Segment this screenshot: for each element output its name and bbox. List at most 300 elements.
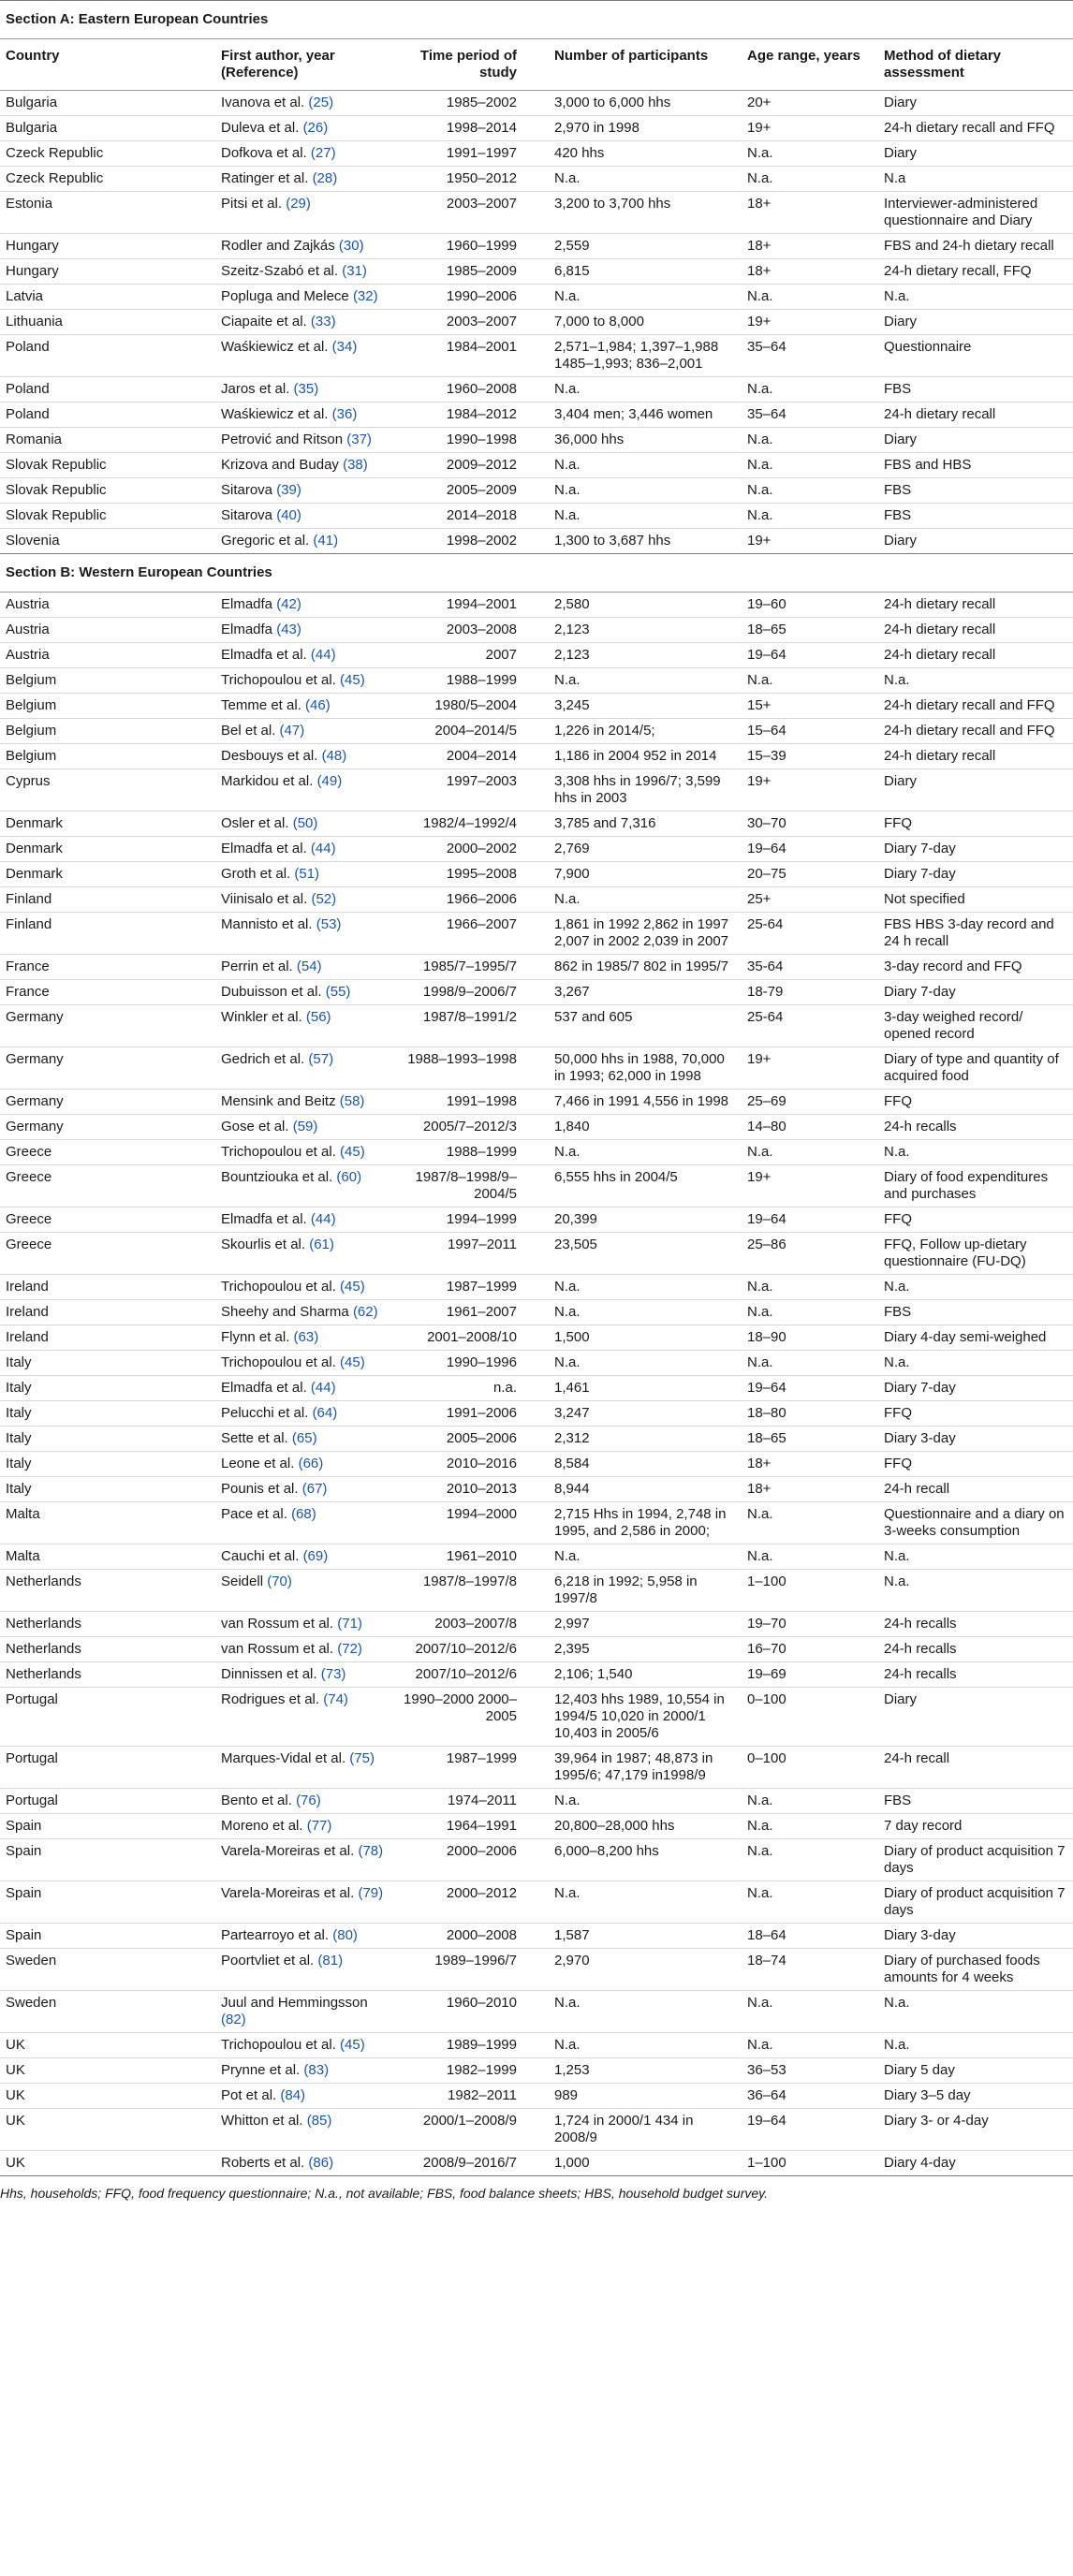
cell-participants: 36,000 hhs (549, 428, 742, 453)
reference-link[interactable]: (36) (331, 406, 358, 422)
cell-method: 7 day record (878, 1814, 1073, 1839)
cell-author (215, 1544, 391, 1570)
cell-age: 19–70 (742, 1612, 878, 1637)
cell-method: N.a. (878, 285, 1073, 310)
cell-age: 15+ (742, 694, 878, 719)
cell-country: Finland (0, 887, 215, 913)
cell-method: Diary 4-day semi-weighed (878, 1325, 1073, 1351)
cell-period: 1985/7–1995/7 (391, 955, 549, 980)
author-name: Temme et al. (221, 697, 301, 713)
cell-country: Cyprus (0, 769, 215, 812)
table-row (0, 116, 1073, 141)
cell-author (215, 1881, 391, 1924)
cell-method: Diary 3-day (878, 1427, 1073, 1452)
reference-link[interactable]: (56) (305, 1009, 331, 1025)
cell-method: N.a (878, 167, 1073, 192)
cell-method: Diary of product acquisition 7 days (878, 1839, 1073, 1881)
cell-period: 1989–1999 (391, 2033, 549, 2058)
cell-participants: 420 hhs (549, 141, 742, 167)
reference-link[interactable]: (71) (337, 1616, 362, 1632)
cell-author (215, 1401, 391, 1427)
author-name: Pace et al. (221, 1506, 287, 1522)
reference-link[interactable]: (44) (310, 647, 336, 663)
cell-period: 2000–2006 (391, 1839, 549, 1881)
author-name: Bountziouka et al. (221, 1169, 333, 1185)
author-name: Ciapaite et al. (221, 314, 307, 329)
table-row (0, 769, 1073, 812)
cell-author (215, 837, 391, 862)
table-row (0, 1452, 1073, 1477)
reference-link[interactable]: (26) (302, 120, 329, 136)
reference-link[interactable]: (70) (267, 1573, 292, 1589)
cell-author (215, 719, 391, 744)
cell-author (215, 862, 391, 887)
cell-method: 24-h dietary recall and FFQ (878, 116, 1073, 141)
cell-author (215, 478, 391, 504)
reference-link[interactable]: (49) (316, 773, 343, 789)
cell-age: 19–64 (742, 643, 878, 668)
table-row (0, 285, 1073, 310)
reference-link[interactable]: (76) (296, 1793, 321, 1808)
cell-method: 24-h recalls (878, 1612, 1073, 1637)
reference-link[interactable]: (82) (221, 2012, 246, 2027)
reference-link[interactable]: (44) (310, 841, 336, 856)
reference-link[interactable]: (51) (294, 866, 320, 882)
col-header-country: Country (0, 39, 215, 91)
reference-link[interactable]: (42) (276, 596, 301, 612)
cell-participants: 2,997 (549, 1612, 742, 1637)
cell-author (215, 1747, 391, 1789)
cell-participants: 2,970 (549, 1949, 742, 1991)
reference-link[interactable]: (73) (320, 1666, 346, 1682)
cell-author (215, 234, 391, 259)
cell-author (215, 259, 391, 285)
cell-age: N.a. (742, 2033, 878, 2058)
reference-link[interactable]: (66) (298, 1456, 324, 1471)
cell-method: Diary (878, 428, 1073, 453)
author-name: Elmadfa (221, 596, 273, 612)
cell-period: 2001–2008/10 (391, 1325, 549, 1351)
reference-link[interactable]: (75) (349, 1750, 375, 1766)
reference-link[interactable]: (65) (291, 1430, 317, 1446)
cell-period: 1984–2012 (391, 402, 549, 428)
cell-method: Diary (878, 141, 1073, 167)
table-row (0, 1325, 1073, 1351)
reference-link[interactable]: (44) (310, 1380, 336, 1396)
cell-age: N.a. (742, 1839, 878, 1881)
cell-method: 24-h dietary recall and FFQ (878, 694, 1073, 719)
table-row (0, 862, 1073, 887)
cell-participants: 1,500 (549, 1325, 742, 1351)
table-row (0, 837, 1073, 862)
author-name: Sitarova (221, 482, 273, 498)
cell-author (215, 192, 391, 234)
cell-method: 3-day weighed record/ opened record (878, 1005, 1073, 1047)
cell-period: 1950–2012 (391, 167, 549, 192)
cell-country: France (0, 980, 215, 1005)
table-row (0, 377, 1073, 402)
cell-method: FBS HBS 3-day record and 24 h recall (878, 913, 1073, 955)
reference-link[interactable]: (80) (332, 1927, 358, 1943)
cell-age: N.a. (742, 1544, 878, 1570)
cell-country: UK (0, 2033, 215, 2058)
cell-author (215, 593, 391, 618)
table-row (0, 91, 1073, 116)
cell-country: Slovak Republic (0, 453, 215, 478)
reference-link[interactable]: (50) (292, 815, 318, 831)
cell-age: 19–64 (742, 837, 878, 862)
author-name: Elmadfa et al. (221, 841, 307, 856)
cell-method: 24-h recalls (878, 1637, 1073, 1662)
cell-age: 18–65 (742, 618, 878, 643)
reference-link[interactable]: (27) (310, 145, 336, 161)
cell-age: 25–86 (742, 1233, 878, 1275)
cell-period: 1989–1996/7 (391, 1949, 549, 1991)
table-row (0, 744, 1073, 769)
author-name: Krizova and Buday (221, 457, 339, 473)
cell-period: 1985–2009 (391, 259, 549, 285)
cell-participants: 537 and 605 (549, 1005, 742, 1047)
author-name: Elmadfa et al. (221, 1211, 307, 1227)
reference-link[interactable]: (61) (309, 1237, 334, 1252)
reference-link[interactable]: (45) (340, 672, 365, 688)
author-name: Mensink and Beitz (221, 1093, 336, 1109)
author-name: Dinnissen et al. (221, 1666, 317, 1682)
cell-method: Interviewer-administered questionnaire and Diary (878, 192, 1073, 234)
table-row (0, 2058, 1073, 2084)
cell-age: 15–64 (742, 719, 878, 744)
author-name: Trichopoulou et al. (221, 2037, 336, 2053)
cell-age: N.a. (742, 504, 878, 529)
table-row (0, 1747, 1073, 1789)
table-row (0, 593, 1073, 618)
cell-method: Diary 7-day (878, 837, 1073, 862)
table-row (0, 1047, 1073, 1090)
cell-method: Diary of purchased foods amounts for 4 weeks (878, 1949, 1073, 1991)
cell-period: 1966–2007 (391, 913, 549, 955)
cell-participants: 1,461 (549, 1376, 742, 1401)
table-row (0, 1637, 1073, 1662)
reference-link[interactable]: (54) (296, 959, 322, 974)
cell-age: 18+ (742, 1477, 878, 1502)
reference-link[interactable]: (48) (321, 748, 347, 764)
cell-author (215, 1789, 391, 1814)
cell-country: Poland (0, 377, 215, 402)
cell-participants: 6,815 (549, 259, 742, 285)
cell-age: 18–80 (742, 1401, 878, 1427)
table-row (0, 2084, 1073, 2109)
cell-participants: 3,308 hhs in 1996/7; 3,599 hhs in 2003 (549, 769, 742, 812)
table-row (0, 2109, 1073, 2151)
reference-link[interactable]: (77) (306, 1818, 332, 1834)
reference-link[interactable]: (25) (308, 95, 334, 110)
cell-age: 1–100 (742, 1570, 878, 1612)
cell-participants: N.a. (549, 1351, 742, 1376)
section-a-title: Section A: Eastern European Countries (0, 1, 1073, 39)
author-name: Bento et al. (221, 1793, 292, 1808)
reference-link[interactable]: (46) (305, 697, 331, 713)
cell-participants: 2,123 (549, 643, 742, 668)
cell-period: 1998/9–2006/7 (391, 980, 549, 1005)
cell-participants: 3,000 to 6,000 hhs (549, 91, 742, 116)
cell-country: Hungary (0, 259, 215, 285)
cell-age: 19–64 (742, 1208, 878, 1233)
cell-country: Denmark (0, 862, 215, 887)
cell-participants: 23,505 (549, 1233, 742, 1275)
reference-link[interactable]: (40) (276, 507, 301, 523)
cell-method: N.a. (878, 1275, 1073, 1300)
author-name: Rodler and Zajkás (221, 238, 335, 254)
reference-link[interactable]: (41) (313, 533, 339, 549)
cell-period: 1998–2014 (391, 116, 549, 141)
table-row (0, 1351, 1073, 1376)
cell-period: 1960–2008 (391, 377, 549, 402)
reference-link[interactable]: (67) (301, 1481, 328, 1497)
table-row (0, 913, 1073, 955)
reference-link[interactable]: (64) (312, 1405, 338, 1421)
cell-participants: 989 (549, 2084, 742, 2109)
cell-method: 24-h dietary recall (878, 402, 1073, 428)
cell-participants: N.a. (549, 1300, 742, 1325)
reference-link[interactable]: (79) (358, 1885, 384, 1901)
reference-link[interactable]: (69) (302, 1548, 329, 1564)
cell-period: 2007 (391, 643, 549, 668)
cell-method: Diary 5 day (878, 2058, 1073, 2084)
reference-link[interactable]: (83) (303, 2062, 330, 2078)
author-name: Jaros et al. (221, 381, 290, 397)
reference-link[interactable]: (31) (342, 263, 367, 279)
cell-method: FBS and 24-h dietary recall (878, 234, 1073, 259)
cell-author (215, 1427, 391, 1452)
reference-link[interactable]: (28) (312, 170, 338, 186)
cell-period: 2000–2002 (391, 837, 549, 862)
table-row (0, 1662, 1073, 1688)
cell-participants: N.a. (549, 887, 742, 913)
cell-country: Romania (0, 428, 215, 453)
cell-participants: 7,900 (549, 862, 742, 887)
cell-participants: 3,245 (549, 694, 742, 719)
reference-link[interactable]: (60) (336, 1169, 362, 1185)
cell-age: N.a. (742, 428, 878, 453)
cell-period: 1980/5–2004 (391, 694, 549, 719)
reference-link[interactable]: (78) (358, 1843, 384, 1859)
author-name: Trichopoulou et al. (221, 1144, 336, 1160)
author-name: Juul and Hemmingsson (221, 1995, 368, 2011)
cell-period: 1982–2011 (391, 2084, 549, 2109)
cell-age: 30–70 (742, 812, 878, 837)
cell-country: Italy (0, 1427, 215, 1452)
author-name: Elmadfa et al. (221, 647, 307, 663)
cell-participants: N.a. (549, 1140, 742, 1165)
reference-link[interactable]: (62) (352, 1304, 378, 1320)
cell-author (215, 116, 391, 141)
cell-method: 24-h recalls (878, 1662, 1073, 1688)
cell-author (215, 744, 391, 769)
cell-author (215, 1662, 391, 1688)
cell-method: Not specified (878, 887, 1073, 913)
table-row (0, 192, 1073, 234)
cell-age: N.a. (742, 167, 878, 192)
cell-method: FFQ, Follow up-dietary questionnaire (FU-DQ) (878, 1233, 1073, 1275)
cell-method: Diary (878, 769, 1073, 812)
cell-author (215, 529, 391, 554)
cell-country: Netherlands (0, 1612, 215, 1637)
reference-link[interactable]: (85) (306, 2113, 332, 2129)
cell-period: 2003–2007/8 (391, 1612, 549, 1637)
reference-link[interactable]: (43) (276, 622, 301, 637)
reference-link[interactable]: (34) (331, 339, 358, 355)
reference-link[interactable]: (52) (311, 891, 337, 907)
reference-link[interactable]: (35) (293, 381, 319, 397)
table-row (0, 1881, 1073, 1924)
reference-link[interactable]: (29) (286, 196, 311, 212)
table-row (0, 504, 1073, 529)
cell-method: N.a. (878, 1544, 1073, 1570)
cell-period: 1994–1999 (391, 1208, 549, 1233)
author-name: Trichopoulou et al. (221, 1354, 336, 1370)
cell-participants: 2,312 (549, 1427, 742, 1452)
cell-participants: N.a. (549, 285, 742, 310)
reference-link[interactable]: (63) (293, 1329, 319, 1345)
reference-link[interactable]: (72) (337, 1641, 362, 1657)
author-name: Sette et al. (221, 1430, 288, 1446)
cell-country: Ireland (0, 1300, 215, 1325)
reference-link[interactable]: (81) (317, 1953, 344, 1969)
reference-link[interactable]: (45) (340, 2037, 365, 2053)
reference-link[interactable]: (55) (325, 984, 351, 1000)
cell-age: 36–53 (742, 2058, 878, 2084)
cell-period: 2007/10–2012/6 (391, 1637, 549, 1662)
table-row (0, 1090, 1073, 1115)
col-header-age: Age range, years (742, 39, 878, 91)
reference-link[interactable]: (74) (323, 1691, 348, 1707)
cell-age: 19+ (742, 769, 878, 812)
reference-link[interactable]: (45) (340, 1144, 365, 1160)
cell-participants: 8,584 (549, 1452, 742, 1477)
cell-country: Belgium (0, 744, 215, 769)
cell-author (215, 1165, 391, 1208)
author-name: Waśkiewicz et al. (221, 339, 329, 355)
table-row (0, 1688, 1073, 1747)
cell-participants: N.a. (549, 2033, 742, 2058)
cell-country: UK (0, 2058, 215, 2084)
cell-period: 2010–2016 (391, 1452, 549, 1477)
author-name: Roberts et al. (221, 2155, 305, 2171)
cell-age: 18+ (742, 259, 878, 285)
cell-age: 19+ (742, 1047, 878, 1090)
cell-method: Diary (884, 533, 918, 549)
reference-link[interactable]: (53) (316, 916, 342, 932)
cell-country: UK (0, 2084, 215, 2109)
cell-method: Diary of product acquisition 7 days (878, 1881, 1073, 1924)
reference-link[interactable]: (45) (340, 1279, 365, 1295)
cell-age: N.a. (742, 1300, 878, 1325)
table-row (0, 1502, 1073, 1544)
reference-link[interactable]: (68) (291, 1506, 316, 1522)
cell-period: 1990–2000 2000–2005 (391, 1688, 549, 1747)
cell-participants: 1,253 (549, 2058, 742, 2084)
cell-age: 20–75 (742, 862, 878, 887)
cell-age: 25-64 (742, 913, 878, 955)
author-name: Partearroyo et al. (221, 1927, 330, 1943)
author-name: Gregoric et al. (221, 533, 310, 549)
cell-period: 1990–2006 (391, 285, 549, 310)
cell-participants: N.a. (549, 1881, 742, 1924)
cell-age: N.a. (742, 478, 878, 504)
cell-method: FFQ (878, 1090, 1073, 1115)
table-row (0, 980, 1073, 1005)
author-name: Dofkova et al. (221, 145, 307, 161)
cell-participants: 8,944 (549, 1477, 742, 1502)
table-row (0, 1401, 1073, 1427)
cell-country: Denmark (0, 812, 215, 837)
cell-country: Bulgaria (0, 91, 215, 116)
cell-country: Finland (0, 913, 215, 955)
reference-link[interactable]: (57) (308, 1051, 334, 1067)
cell-method: 24-h dietary recall (878, 643, 1073, 668)
cell-period: 1964–1991 (391, 1814, 549, 1839)
cell-country: Italy (0, 1376, 215, 1401)
reference-link[interactable]: (84) (280, 2087, 306, 2103)
cell-author (215, 377, 391, 402)
cell-author (215, 769, 391, 812)
reference-link[interactable]: (33) (310, 314, 336, 329)
cell-country: Hungary (0, 234, 215, 259)
cell-country: Portugal (0, 1747, 215, 1789)
cell-participants: 20,800–28,000 hhs (549, 1814, 742, 1839)
reference-link[interactable]: (30) (338, 238, 364, 254)
cell-author (215, 1688, 391, 1747)
reference-link[interactable]: (38) (343, 457, 368, 473)
cell-age: N.a. (742, 1140, 878, 1165)
reference-link[interactable]: (44) (310, 1211, 336, 1227)
cell-age: 1–100 (747, 2155, 786, 2171)
cell-country: UK (0, 2109, 215, 2151)
cell-method: FBS (878, 504, 1073, 529)
cell-author (215, 1325, 391, 1351)
cell-country: Belgium (0, 719, 215, 744)
cell-participants: 20,399 (549, 1208, 742, 1233)
cell-method: FBS (878, 478, 1073, 504)
cell-participants: N.a. (549, 1275, 742, 1300)
cell-country: Germany (0, 1047, 215, 1090)
reference-link[interactable]: (47) (279, 723, 305, 739)
reference-link[interactable]: (86) (308, 2155, 334, 2171)
cell-author (215, 694, 391, 719)
author-name: Marques-Vidal et al. (221, 1750, 346, 1766)
cell-period: 1961–2010 (391, 1544, 549, 1570)
reference-link[interactable]: (32) (352, 288, 378, 304)
table-row (0, 402, 1073, 428)
reference-link[interactable]: (58) (339, 1093, 365, 1109)
cell-participants: N.a. (549, 478, 742, 504)
reference-link[interactable]: (39) (276, 482, 301, 498)
cell-author (215, 504, 391, 529)
cell-method: Questionnaire and a diary on 3-weeks consumption (878, 1502, 1073, 1544)
cell-age: 15–39 (742, 744, 878, 769)
author-name: van Rossum et al. (221, 1641, 334, 1657)
reference-link[interactable]: (59) (292, 1119, 318, 1134)
reference-link[interactable]: (37) (346, 432, 372, 447)
reference-link[interactable]: (45) (340, 1354, 365, 1370)
table-row (0, 167, 1073, 192)
author-name: Markidou et al. (221, 773, 314, 789)
cell-author (215, 1949, 391, 1991)
table-row (0, 643, 1073, 668)
cell-participants: 3,785 and 7,316 (549, 812, 742, 837)
cell-author (215, 402, 391, 428)
author-name: Pounis et al. (221, 1481, 299, 1497)
